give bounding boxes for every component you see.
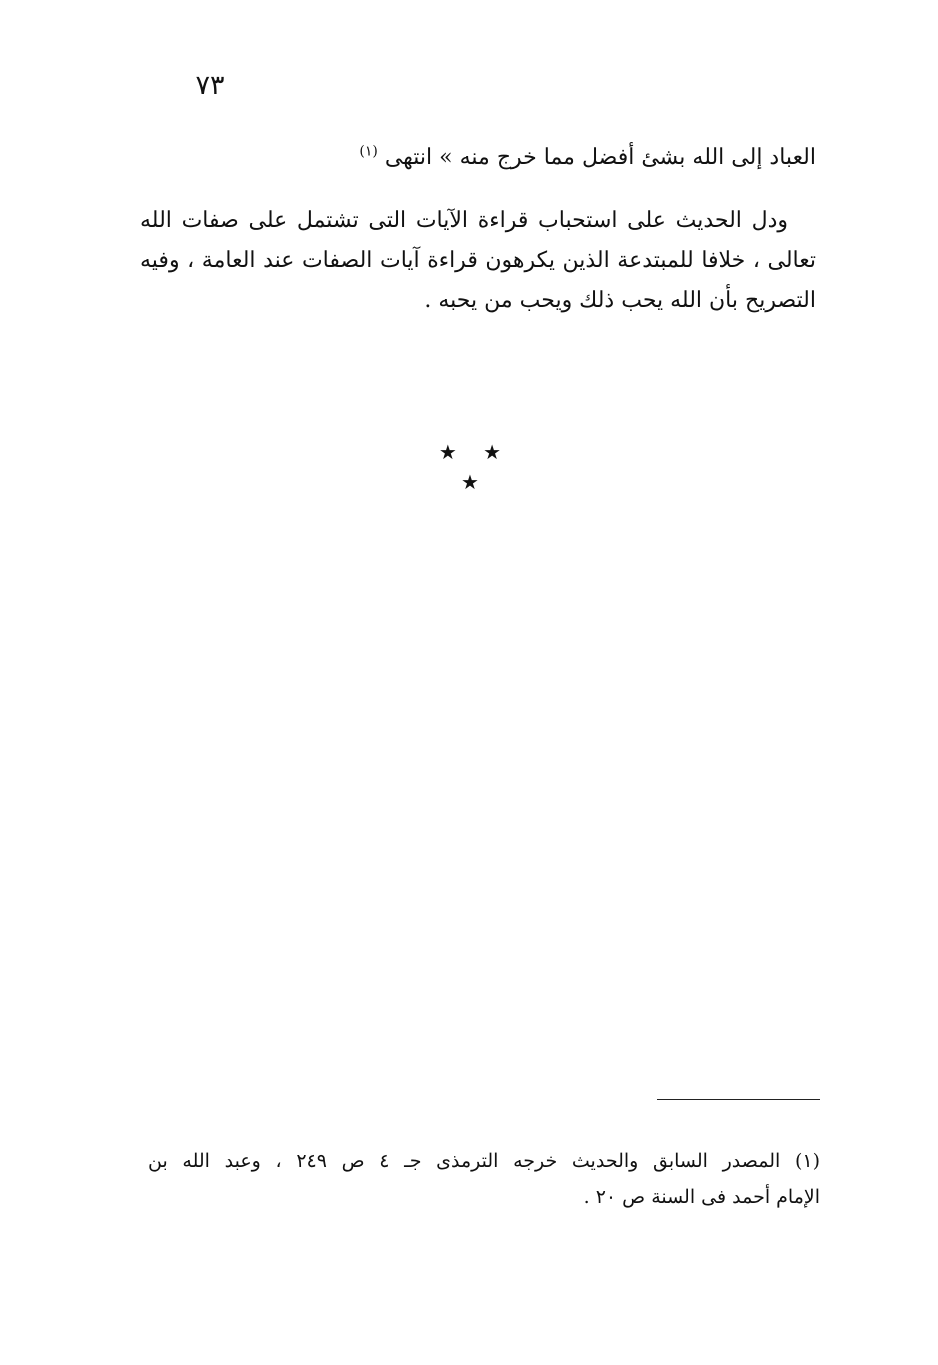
page-number: ٧٣ xyxy=(195,70,225,101)
footnote-reference: (١) xyxy=(359,143,378,160)
footnote-line-2: الإمام أحمد فى السنة ص ٢٠ . xyxy=(583,1186,820,1208)
paragraph-2-line-1: ودل الحديث على استحباب قراءة الآيات التى تشتمل على صفات الله xyxy=(140,208,788,233)
main-text xyxy=(140,138,816,321)
footnote-line-1: (١) المصدر السابق والحديث خرجه الترمذى جـ ٤ ص ٢٤٩ ، وعبد الله بن xyxy=(148,1150,820,1172)
section-separator-stars: ★ ★ ★ xyxy=(438,440,512,494)
paragraph-2-line-2: تعالى ، خلافا للمبتدعة الذين يكرهون قراءة آيات الصفات عند العامة ، وفيه xyxy=(140,248,816,273)
text-line-1 xyxy=(140,138,816,178)
paragraph-2-line-3: التصريح بأن الله يحب ذلك ويحب من يحبه . xyxy=(424,288,816,313)
paragraph-2 xyxy=(140,201,816,321)
footnote-divider xyxy=(657,1099,820,1100)
text-line-1-content: العباد إلى الله بشئ أفضل مما خرج منه » انتهى xyxy=(384,145,816,170)
footnotes xyxy=(148,1143,820,1215)
